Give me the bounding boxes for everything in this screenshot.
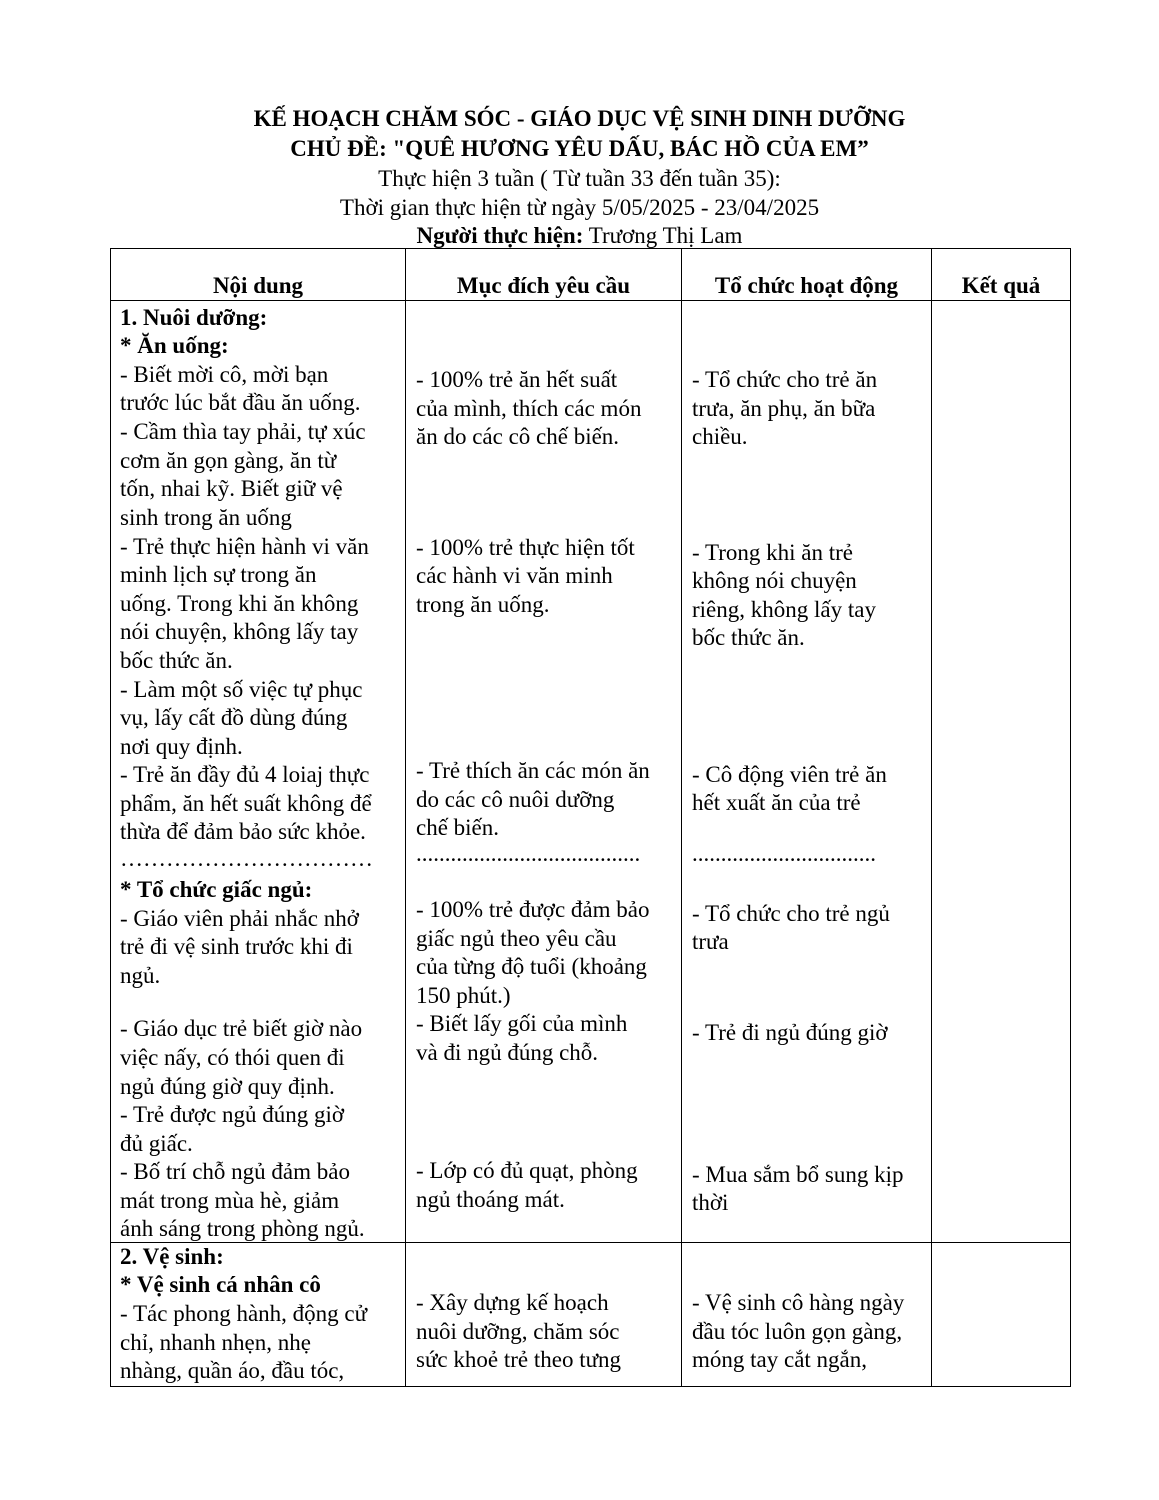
- text-line: - Trẻ thích ăn các món ăn: [416, 758, 650, 783]
- text-line: - Làm một số việc tự phục: [120, 677, 363, 702]
- text-line: ngủ thoáng mát.: [416, 1187, 565, 1212]
- text-line: ăn do các cô chế biến.: [416, 424, 620, 449]
- text-line: đủ giấc.: [120, 1131, 193, 1156]
- table-row: [111, 301, 1071, 1243]
- col-header-noi-dung: Nội dung: [111, 249, 406, 301]
- text-line: - Trẻ ăn đầy đủ 4 loiaj thực: [120, 762, 370, 787]
- text-line: riêng, không lấy tay: [692, 597, 876, 622]
- text-line: trưa, ăn phụ, ăn bữa: [692, 396, 876, 421]
- section1-ket-qua-cell: [932, 301, 1071, 1243]
- text-line: - Xây dựng kế hoạch: [416, 1290, 609, 1315]
- text-line: - Cô động viên trẻ ăn: [692, 762, 887, 787]
- text-line: vụ, lấy cất đồ dùng đúng: [120, 705, 348, 730]
- document-title: KẾ HOẠCH CHĂM SÓC - GIÁO DỤC VỆ SINH DINH DƯỠNG: [253, 106, 906, 131]
- section-heading: 2. Vệ sinh:: [120, 1244, 224, 1269]
- section1-noi-dung-cell: [111, 301, 406, 1243]
- text-line: trưa: [692, 929, 729, 954]
- text-line: uống. Trong khi ăn không: [120, 591, 359, 616]
- section-heading: 1. Nuôi dưỡng:: [120, 305, 268, 330]
- text-line: - Tổ chức cho trẻ ăn: [692, 367, 878, 392]
- text-line: - Lớp có đủ quạt, phòng: [416, 1158, 638, 1183]
- text-line: mát trong mùa hè, giảm: [120, 1188, 340, 1213]
- text-line: minh lịch sự trong ăn: [120, 562, 317, 587]
- text-line: - 100% trẻ được đảm bảo: [416, 897, 650, 922]
- text-line: chế biến.: [416, 815, 500, 840]
- section2-muc-dich-cell: [406, 1243, 682, 1387]
- text-line: - Bố trí chỗ ngủ đảm bảo: [120, 1159, 350, 1184]
- section2-ket-qua-cell: [932, 1243, 1071, 1387]
- subsection-heading: * Vệ sinh cá nhân cô: [120, 1272, 321, 1297]
- table-header-row: [111, 249, 1071, 301]
- text-line: không nói chuyện: [692, 568, 857, 593]
- text-line: thời: [692, 1190, 729, 1215]
- text-line: trẻ đi vệ sinh trước khi đi: [120, 934, 353, 959]
- theme-line: CHỦ ĐỀ: "QUÊ HƯƠNG YÊU DẤU, BÁC HỒ CỦA EM”: [290, 136, 869, 161]
- text-line: - Biết mời cô, mời bạn: [120, 362, 329, 387]
- subsection-heading: * Tổ chức giấc ngủ:: [120, 877, 313, 902]
- table-row: [111, 1243, 1071, 1387]
- performer-line: [0, 223, 1159, 249]
- text-line: thừa để đảm bảo sức khỏe.: [120, 819, 366, 844]
- text-line: bốc thức ăn.: [692, 625, 805, 650]
- plan-table: [110, 248, 1071, 1387]
- section1-to-chuc-cell: [682, 301, 932, 1243]
- subsection-heading: * Ăn uống:: [120, 333, 229, 358]
- text-line: của mình, thích các món: [416, 396, 642, 421]
- text-line: - Giáo viên phải nhắc nhở: [120, 906, 359, 931]
- text-line: - Biết lấy gối của mình: [416, 1011, 628, 1036]
- text-line: các hành vi văn minh: [416, 563, 613, 588]
- text-line: nuôi dưỡng, chăm sóc: [416, 1319, 620, 1344]
- text-line: chiều.: [692, 424, 748, 449]
- col-header-ket-qua: Kết quả: [932, 249, 1071, 301]
- dotted-separator: ……………………………: [120, 846, 373, 871]
- text-line: móng tay cắt ngắn,: [692, 1347, 868, 1372]
- text-line: - Cầm thìa tay phải, tự xúc: [120, 419, 366, 444]
- dotted-separator: .......................................: [416, 841, 641, 866]
- section2-to-chuc-cell: [682, 1243, 932, 1387]
- text-line: - Trong khi ăn trẻ: [692, 540, 853, 565]
- text-line: trước lúc bắt đầu ăn uống.: [120, 390, 361, 415]
- text-line: trong ăn uống.: [416, 592, 550, 617]
- text-line: nhàng, quần áo, đầu tóc,: [120, 1358, 345, 1383]
- text-line: ngủ.: [120, 963, 161, 988]
- duration-line: Thực hiện 3 tuần ( Từ tuần 33 đến tuần 35):: [378, 166, 781, 191]
- text-line: và đi ngủ đúng chỗ.: [416, 1040, 599, 1065]
- text-line: bốc thức ăn.: [120, 648, 233, 673]
- section2-noi-dung-cell: [111, 1243, 406, 1387]
- text-line: - Trẻ được ngủ đúng giờ: [120, 1102, 344, 1127]
- text-line: hết xuất ăn của trẻ: [692, 790, 861, 815]
- col-header-to-chuc: Tổ chức hoạt động: [682, 249, 932, 301]
- text-line: - Trẻ thực hiện hành vi văn: [120, 534, 369, 559]
- text-line: sức khoẻ trẻ theo tưng: [416, 1347, 622, 1372]
- text-line: của từng độ tuổi (khoảng: [416, 954, 647, 979]
- text-line: - Tổ chức cho trẻ ngủ: [692, 901, 890, 926]
- text-line: nơi quy định.: [120, 734, 243, 759]
- section1-muc-dich-cell: [406, 301, 682, 1243]
- text-line: do các cô nuôi dưỡng: [416, 787, 615, 812]
- text-line: cơm ăn gọn gàng, ăn từ: [120, 448, 337, 473]
- text-line: 150 phút.): [416, 983, 511, 1008]
- text-line: - Trẻ đi ngủ đúng giờ: [692, 1020, 888, 1045]
- text-line: ngủ đúng giờ quy định.: [120, 1074, 335, 1099]
- time-range-line: Thời gian thực hiện từ ngày 5/05/2025 - 23/04/2025: [339, 195, 820, 220]
- text-line: - 100% trẻ ăn hết suất: [416, 367, 618, 392]
- dotted-separator: ................................: [692, 841, 876, 866]
- text-line: việc nấy, có thói quen đi: [120, 1045, 345, 1070]
- performer-label: Người thực hiện:: [416, 223, 584, 248]
- text-line: - Vệ sinh cô hàng ngày: [692, 1290, 905, 1315]
- text-line: - 100% trẻ thực hiện tốt: [416, 535, 635, 560]
- performer-name: Trương Thị Lam: [583, 223, 743, 248]
- text-line: chỉ, nhanh nhẹn, nhẹ: [120, 1330, 311, 1355]
- text-line: tốn, nhai kỹ. Biết giữ vệ: [120, 476, 343, 501]
- text-line: - Mua sắm bổ sung kịp: [692, 1162, 904, 1187]
- col-header-muc-dich: Mục đích yêu cầu: [406, 249, 682, 301]
- text-line: giấc ngủ theo yêu cầu: [416, 926, 617, 951]
- text-line: nói chuyện, không lấy tay: [120, 619, 359, 644]
- text-line: - Tác phong hành, động cử: [120, 1301, 368, 1326]
- text-line: - Giáo dục trẻ biết giờ nào: [120, 1016, 363, 1041]
- text-line: sinh trong ăn uống: [120, 505, 292, 530]
- text-line: đầu tóc luôn gọn gàng,: [692, 1319, 903, 1344]
- text-line: phẩm, ăn hết suất không để: [120, 791, 372, 816]
- text-line: ánh sáng trong phòng ngủ.: [120, 1216, 365, 1241]
